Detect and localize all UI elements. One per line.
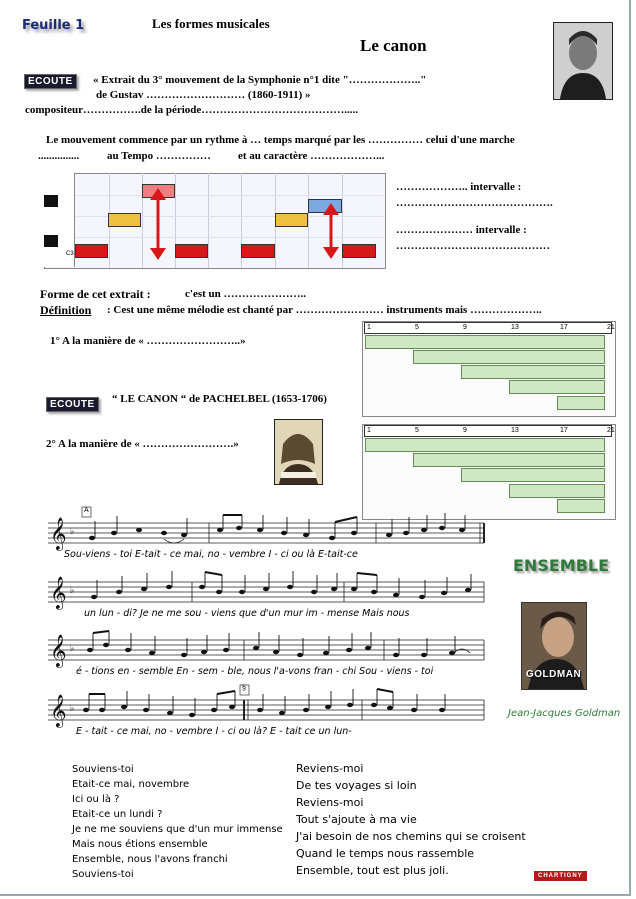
interval1-blank: …………………………………….	[396, 197, 553, 209]
portrait-image	[275, 420, 322, 484]
mahler-portrait	[553, 22, 613, 100]
black-key	[44, 235, 58, 247]
svg-text:♭: ♭	[70, 527, 75, 537]
poem-line: Etait-ce mai, novembre	[72, 779, 190, 790]
lyric-line: un lun - di? Je ne me sou - viens que d'un mur im - mense Mais nous	[84, 608, 410, 619]
poem-line: Ensemble, tout est plus joli.	[296, 864, 449, 877]
poem-line: Etait-ce un lundi ?	[72, 809, 163, 820]
poem-line: Reviens-moi	[296, 762, 364, 775]
canon-voice-bar	[365, 438, 605, 452]
poem-right-column	[296, 760, 526, 879]
lyric-line: é - tions en - semble En - sem - ble, nous l'a-vons fran - chi Sou - viens - toi	[76, 666, 434, 677]
tempo-blank: ...............	[38, 150, 80, 162]
interval2-label: ………………… intervalle :	[396, 224, 527, 236]
ruler-tick: 17	[560, 427, 568, 434]
roll-note	[175, 244, 208, 258]
excerpt-line1: « Extrait du 3° mouvement de la Symphonie n°1 dite "……………….."	[93, 74, 427, 86]
form-label: Forme de cet extrait :	[40, 287, 151, 301]
form-value: c'est un …………………..	[185, 288, 306, 300]
ruler-tick: 5	[415, 427, 419, 434]
roll-note	[75, 244, 108, 258]
canon-voice-bar	[413, 350, 605, 364]
lyric-line: Sou-viens - toi E-tait - ce mai, no - vembre I - ci ou là E-tait-ce	[64, 549, 358, 560]
piano-octave-label: C3	[66, 251, 74, 257]
listen-badge: ECOUTE	[24, 74, 77, 89]
grid-row-line	[75, 195, 383, 196]
manner2-text: 2° A la manière de « …………………….»	[46, 438, 239, 450]
piano-keys	[44, 173, 75, 267]
rehearsal-mark-a: A	[84, 507, 89, 514]
canon-voice-bar	[557, 499, 605, 513]
poem-line: De tes voyages si loin	[296, 779, 417, 792]
sheet-label: Feuille 1	[22, 18, 85, 33]
svg-text:♭: ♭	[70, 586, 75, 596]
ruler-tick: 13	[511, 324, 519, 331]
canon-voice-bar	[413, 453, 605, 467]
interval2-blank: ……………………………………	[396, 240, 550, 252]
subject-heading: Les formes musicales	[152, 16, 270, 31]
rhythm-paragraph: Le mouvement commence par un rythme à … temps marqué par les …………… celui d'une marche	[46, 134, 515, 146]
canon-ruler-1	[364, 322, 615, 334]
poem-line: Ensemble, nous l'avons franchi	[72, 854, 228, 865]
goldman-caption: Jean-Jacques Goldman	[508, 708, 621, 719]
rehearsal-mark-segno: §	[242, 685, 246, 692]
svg-text:𝄞: 𝄞	[50, 634, 67, 667]
ensemble-title: ENSEMBLE	[513, 556, 610, 575]
svg-text:𝄞: 𝄞	[50, 694, 67, 727]
publisher-logo: CHARTIGNY	[534, 871, 587, 881]
goldman-album-cover	[521, 602, 587, 690]
pachelbel-portrait	[274, 419, 323, 485]
canon-voice-bar	[365, 335, 605, 349]
poem-line: Souviens-toi	[72, 869, 134, 880]
canon-voice-bar	[509, 380, 605, 394]
svg-text:♭: ♭	[70, 644, 75, 654]
poem-line: Reviens-moi	[296, 796, 364, 809]
interval-arrow-1	[145, 188, 175, 260]
poem-line: Souviens-toi	[72, 764, 134, 775]
poem-left-column	[72, 762, 283, 882]
canon-voice-bar	[557, 396, 605, 410]
poem-line: Mais nous étions ensemble	[72, 839, 208, 850]
svg-text:♭: ♭	[70, 704, 75, 714]
interval-arrow-2	[318, 203, 348, 259]
pachelbel-title: “ LE CANON “ de PACHELBEL (1653-1706)	[112, 393, 327, 405]
roll-note	[241, 244, 275, 258]
poem-line: Je ne me souviens que d'un mur immense	[72, 824, 283, 835]
score-staves	[44, 505, 488, 745]
canon-voice-bar	[509, 484, 605, 498]
portrait-image	[554, 23, 612, 99]
page-title: Le canon	[360, 36, 427, 55]
ruler-tick: 9	[463, 324, 467, 331]
ruler-tick: 1	[367, 427, 371, 434]
canon-voice-bar	[461, 468, 605, 482]
ruler-tick: 9	[463, 427, 467, 434]
svg-text:𝄞: 𝄞	[50, 576, 67, 609]
manner1-text: 1° A la manière de « ……………………..»	[50, 335, 246, 347]
ruler-tick: 5	[415, 324, 419, 331]
lyric-line: E - tait - ce mai, no - vembre I - ci ou là? E - tait ce un lun-	[76, 726, 352, 737]
ruler-tick: 21	[607, 324, 615, 331]
character-text: et au caractère ………………...	[238, 150, 385, 162]
definition-value: : Cest une même mélodie est chanté par …………………… instruments mais ………………..	[107, 304, 542, 316]
album-title: GOLDMAN	[526, 669, 582, 680]
ruler-tick: 13	[511, 427, 519, 434]
grid-line	[208, 173, 209, 268]
canon-ruler-2	[364, 425, 615, 437]
poem-line: J'ai besoin de nos chemins qui se croisent	[296, 830, 526, 843]
black-key	[44, 195, 58, 207]
excerpt-line3: compositeur…………….de la période………………………………….....	[25, 104, 359, 116]
ruler-tick: 17	[560, 324, 568, 331]
grid-line	[308, 173, 309, 268]
interval1-label: ……………….. intervalle :	[396, 181, 522, 193]
tempo-text: au Tempo ……………	[107, 150, 211, 162]
poem-line: Quand le temps nous rassemble	[296, 847, 475, 860]
listen-badge-2: ECOUTE	[46, 397, 99, 412]
ruler-tick: 21	[607, 427, 615, 434]
poem-line: Tout s'ajoute à ma vie	[296, 813, 417, 826]
definition-label: Définition	[40, 303, 92, 317]
roll-note	[275, 213, 308, 227]
excerpt-line2: de Gustav ……………………… (1860-1911) »	[96, 89, 311, 101]
sheet-music	[44, 505, 488, 745]
ruler-tick: 1	[367, 324, 371, 331]
canon-voice-bar	[461, 365, 605, 379]
svg-text:𝄞: 𝄞	[50, 517, 67, 550]
poem-line: Ici ou là ?	[72, 794, 120, 805]
roll-note	[108, 213, 141, 227]
